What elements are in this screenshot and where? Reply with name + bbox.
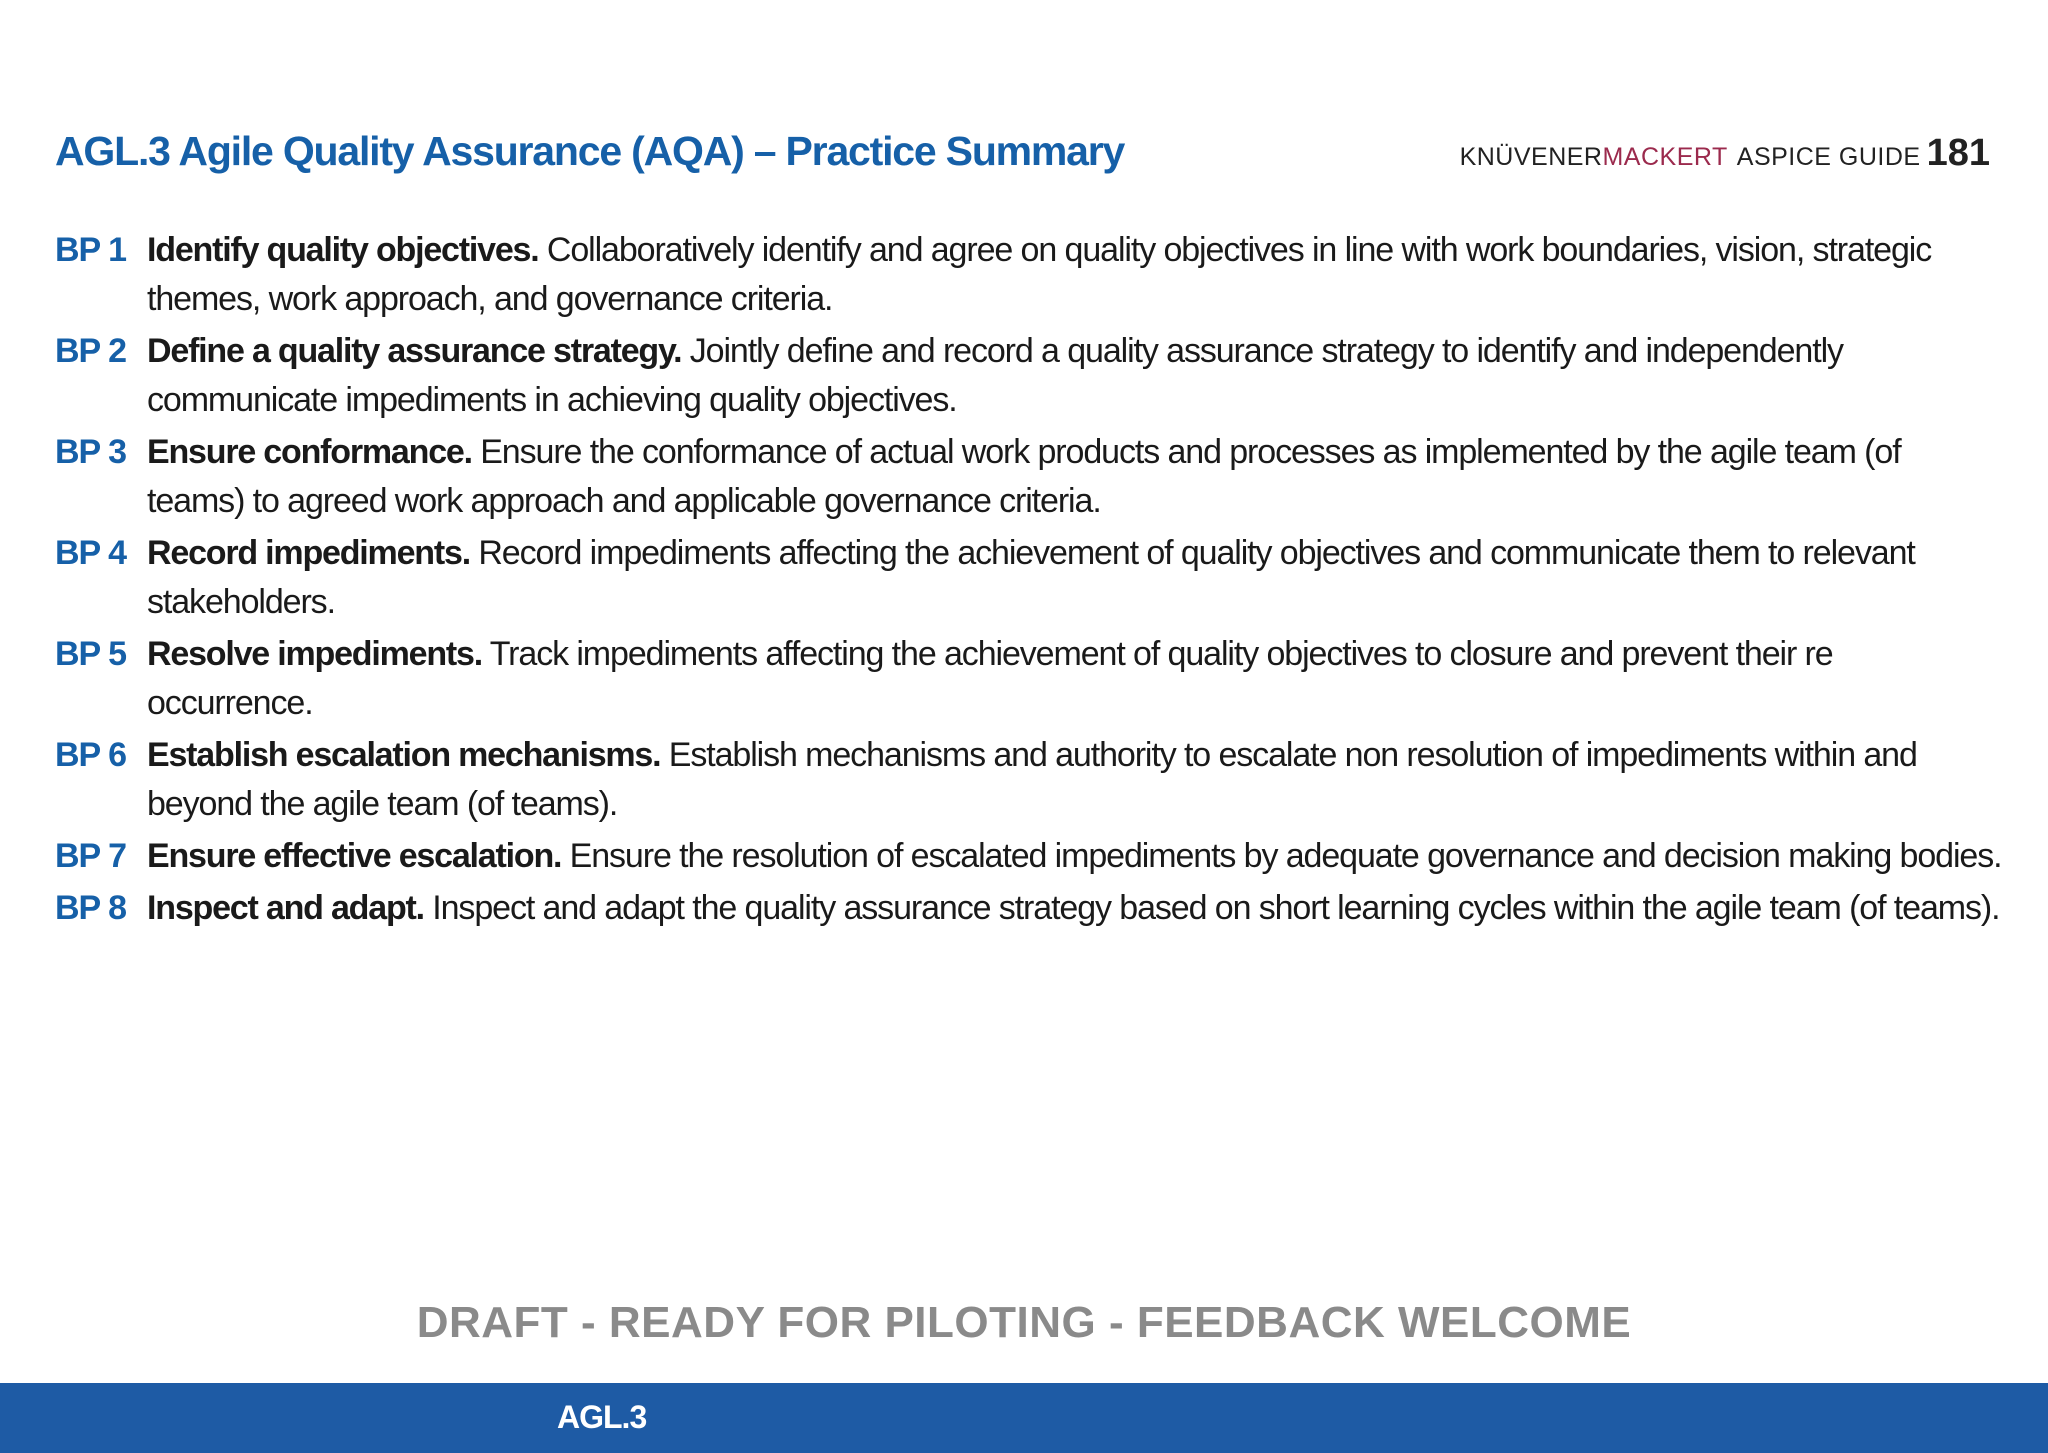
page-number: 181 — [1926, 132, 1990, 174]
practice-item — [55, 832, 2005, 881]
practice-item — [55, 630, 2005, 728]
brand-name-part2: MACKERT — [1602, 143, 1728, 171]
practice-id: BP 5 — [55, 635, 126, 673]
practice-title: Record impediments. — [147, 534, 470, 572]
practice-id: BP 4 — [55, 534, 126, 572]
practice-id: BP 1 — [55, 231, 126, 269]
practice-text: Jointly define and record a quality assurance strategy to identify and independently communicate impediments in achieving quality objectives. — [147, 332, 1843, 419]
practice-text: Collaboratively identify and agree on quality objectives in line with work boundaries, vision, strategic themes, work approach, and governance criteria. — [147, 231, 1932, 318]
practice-title: Ensure conformance. — [147, 433, 472, 471]
practice-item — [55, 529, 2005, 627]
practice-item — [55, 731, 2005, 829]
footer-process-label: AGL.3 — [557, 1399, 647, 1435]
practice-item — [55, 327, 2005, 425]
practice-text: Track impediments affecting the achievement of quality objectives to closure and prevent their re occurrence. — [147, 635, 1833, 722]
guide-label: ASPICE GUIDE — [1736, 143, 1921, 171]
practice-description — [147, 884, 2005, 933]
footer-bar — [0, 1383, 2048, 1453]
practice-description — [147, 630, 2005, 728]
practice-description — [147, 327, 2005, 425]
practice-id: BP 6 — [55, 736, 126, 774]
practice-description — [147, 428, 2005, 526]
practice-title: Identify quality objectives. — [147, 231, 539, 269]
practice-description — [147, 226, 2005, 324]
practice-title: Resolve impediments. — [147, 635, 483, 673]
brand-name-part1: KNÜVENER — [1459, 143, 1603, 171]
practice-title: Define a quality assurance strategy. — [147, 332, 682, 370]
practice-text: Ensure the resolution of escalated impediments by adequate governance and decision making bodies. — [569, 837, 2002, 875]
practice-text: Record impediments affecting the achievement of quality objectives and communicate them to relevant stakeholders. — [147, 534, 1915, 621]
practice-item — [55, 428, 2005, 526]
practice-item — [55, 226, 2005, 324]
practice-item — [55, 884, 2005, 933]
practice-title: Establish escalation mechanisms. — [147, 736, 661, 774]
practice-title: Inspect and adapt. — [147, 889, 424, 927]
practice-id: BP 8 — [55, 889, 126, 927]
practice-list — [55, 226, 2005, 936]
practice-description — [147, 832, 2005, 881]
page-title: AGL.3 Agile Quality Assurance (AQA) – Practice Summary — [55, 128, 1125, 174]
practice-id: BP 2 — [55, 332, 126, 370]
practice-description — [147, 529, 2005, 627]
practice-text: Establish mechanisms and authority to escalate non resolution of impediments within and beyond the agile team (of teams). — [147, 736, 1917, 823]
practice-description — [147, 731, 2005, 829]
practice-text: Inspect and adapt the quality assurance strategy based on short learning cycles within the agile team (of teams). — [432, 889, 2000, 927]
draft-notice: DRAFT - READY FOR PILOTING - FEEDBACK WELCOME — [416, 1298, 1632, 1347]
practice-id: BP 7 — [55, 837, 126, 875]
practice-text: Ensure the conformance of actual work products and processes as implemented by the agile team (of teams) to agreed work approach and applicable governance criteria. — [147, 433, 1901, 520]
running-header — [1460, 132, 1990, 175]
practice-title: Ensure effective escalation. — [147, 837, 562, 875]
practice-id: BP 3 — [55, 433, 126, 471]
